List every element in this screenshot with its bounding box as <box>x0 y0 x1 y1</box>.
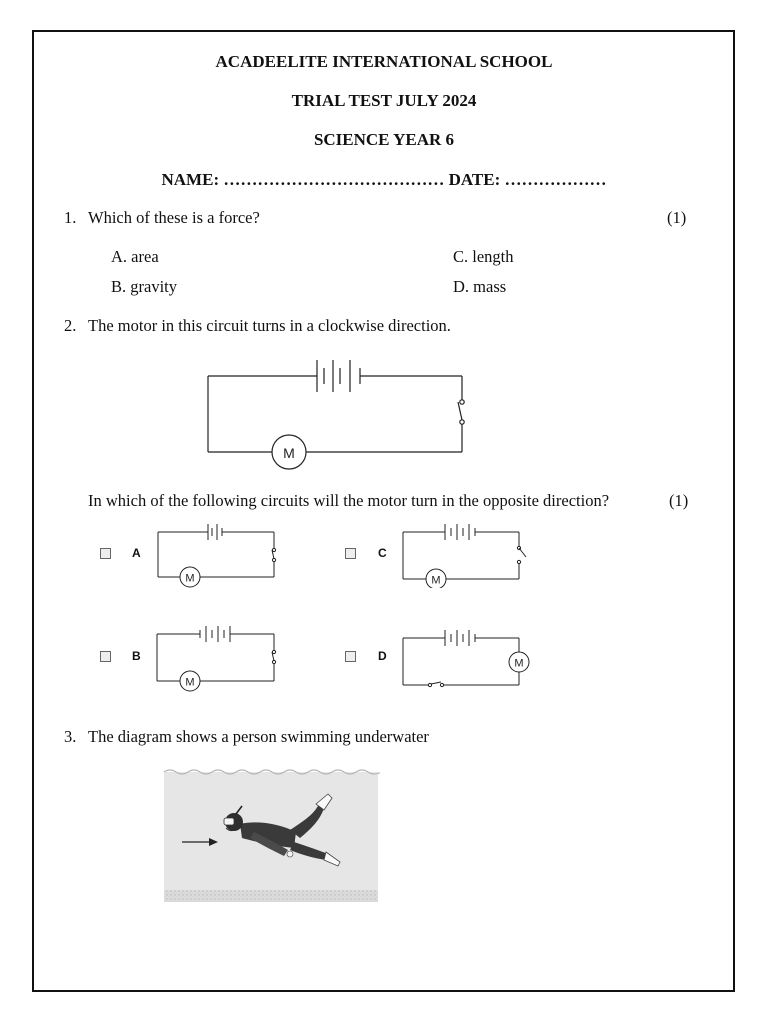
date-label: DATE: <box>448 170 501 189</box>
q2-number: 2. <box>64 316 77 335</box>
circuit-a-motor-label: M <box>185 572 195 585</box>
q3-text: The diagram shows a person swimming underwater <box>88 727 429 746</box>
school-name: ACADEELITE INTERNATIONAL SCHOOL <box>215 52 553 71</box>
choice-d-label: D <box>378 649 387 663</box>
q1-number: 1. <box>64 208 77 227</box>
main-circuit-diagram <box>200 350 475 475</box>
choice-c-checkbox[interactable] <box>345 548 356 559</box>
q1-text: Which of these is a force? <box>88 208 260 227</box>
choice-a-checkbox[interactable] <box>100 548 111 559</box>
q1-marks: (1) <box>667 208 687 227</box>
circuit-a <box>150 518 280 588</box>
q1-option-b: B. gravity <box>111 277 178 296</box>
choice-b-checkbox[interactable] <box>100 651 111 662</box>
circuit-b-motor-label: M <box>185 676 195 689</box>
name-date-line <box>0 170 768 190</box>
circuit-c-motor-label: M <box>431 574 441 587</box>
q2-marks: (1) <box>669 491 689 510</box>
q2-followup: In which of the following circuits will the motor turn in the opposite direction? <box>88 491 610 510</box>
circuit-d-motor-label: M <box>514 657 524 670</box>
q2-text: The motor in this circuit turns in a clockwise direction. <box>88 316 451 335</box>
q1-option-d: D. mass <box>453 277 507 296</box>
circuit-b <box>150 620 280 692</box>
sea-bed <box>164 890 378 902</box>
subject-title: SCIENCE YEAR 6 <box>313 130 455 149</box>
main-motor-label: M <box>283 445 295 461</box>
choice-b-label: B <box>132 649 141 663</box>
circuit-c <box>395 518 530 588</box>
choice-d-checkbox[interactable] <box>345 651 356 662</box>
q1-option-c: C. length <box>453 247 514 266</box>
circuit-d <box>395 622 535 694</box>
choice-a-label: A <box>132 546 141 560</box>
test-title: TRIAL TEST JULY 2024 <box>291 91 477 110</box>
date-blank: ……………… <box>504 170 607 189</box>
swimmer-diagram <box>162 766 380 904</box>
name-blank: ………………………………… <box>223 170 445 189</box>
choice-c-label: C <box>378 546 387 560</box>
name-label: NAME: <box>161 170 220 189</box>
q3-number: 3. <box>64 727 77 746</box>
q1-option-a: A. area <box>111 247 159 266</box>
